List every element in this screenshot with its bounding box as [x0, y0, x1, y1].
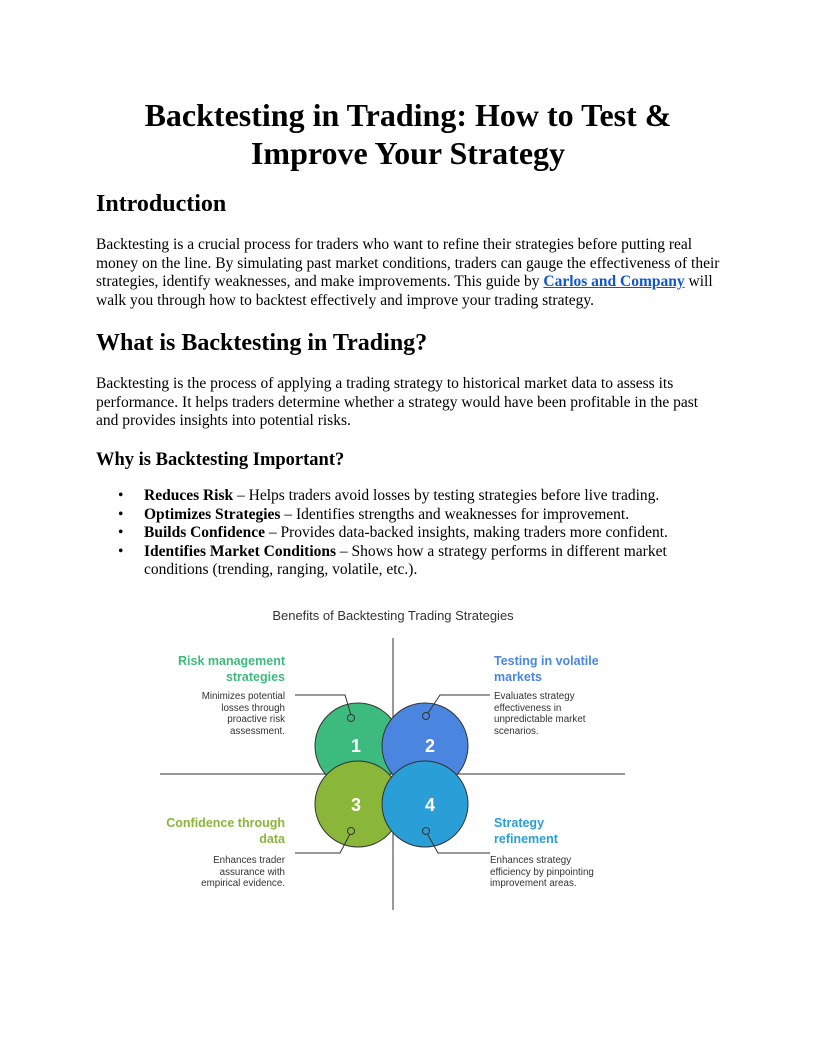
what-is-heading: What is Backtesting in Trading?	[96, 330, 428, 356]
list-item-text: – Shows how a strategy performs in different market conditions (trending, ranging, volatile, etc.).	[144, 542, 667, 578]
list-item-text: – Provides data-backed insights, making traders more confident.	[265, 524, 668, 541]
carlos-and-company-link[interactable]: Carlos and Company	[543, 273, 685, 290]
list-item-bold: Builds Confidence	[144, 524, 266, 541]
document-title: Backtesting in Trading: How to Test & Improve Your Strategy	[144, 97, 672, 171]
list-item	[96, 506, 720, 525]
benefits-diagram	[160, 600, 630, 915]
list-item-bold: Reduces Risk	[144, 487, 234, 504]
list-item	[96, 543, 720, 580]
what-is-paragraph: Backtesting is the process of applying a trading strategy to historical market data to assess its performance. It helps traders determine whether a strategy would have been profitable in the past and provides insights into potential risks.	[96, 375, 699, 429]
list-item-bold: Identifies Market Conditions	[144, 542, 337, 560]
benefits-list	[96, 487, 720, 580]
quadrant-3-description: Enhances trader assurance with empirical evidence.	[201, 855, 285, 889]
circle-number-1: 1	[350, 736, 362, 756]
quadrant-1-title: Risk management strategies	[178, 654, 285, 684]
list-item-text: – Helps traders avoid losses by testing strategies before live trading.	[233, 487, 660, 504]
intro-paragraph	[96, 236, 720, 310]
list-item-text: – Identifies strengths and weaknesses for improvement.	[280, 505, 630, 523]
quadrant-4-description: Enhances strategy efficiency by pinpointing improvement areas.	[490, 855, 594, 889]
list-item	[96, 524, 720, 543]
quadrant-2-title: Testing in volatile markets	[494, 654, 599, 684]
quadrant-4-title: Strategy refinement	[494, 816, 558, 846]
quadrant-3-title: Confidence through data	[166, 816, 285, 846]
circle-number-4: 4	[424, 795, 436, 815]
intro-text-end: will walk you through how to backtest effectively and improve your trading strategy.	[96, 273, 713, 309]
intro-heading: Introduction	[96, 191, 227, 217]
diagram-title: Benefits of Backtesting Trading Strategies	[272, 608, 514, 623]
list-item-bold: Optimizes Strategies	[144, 505, 281, 523]
why-heading: Why is Backtesting Important?	[96, 450, 345, 470]
intro-text-start: Backtesting is a crucial process for traders who want to refine their strategies before putting real money on the line. By simulating past market conditions, traders can gauge the effectiveness of their strategies, identify weaknesses, and make improvements. This guide by	[96, 236, 720, 290]
list-item	[96, 487, 720, 506]
circle-number-3: 3	[350, 795, 362, 815]
quadrant-2-description: Evaluates strategy effectiveness in unpredictable market scenarios.	[494, 691, 586, 737]
quadrant-1-description: Minimizes potential losses through proactive risk assessment.	[201, 691, 285, 737]
circle-number-2: 2	[424, 736, 436, 756]
